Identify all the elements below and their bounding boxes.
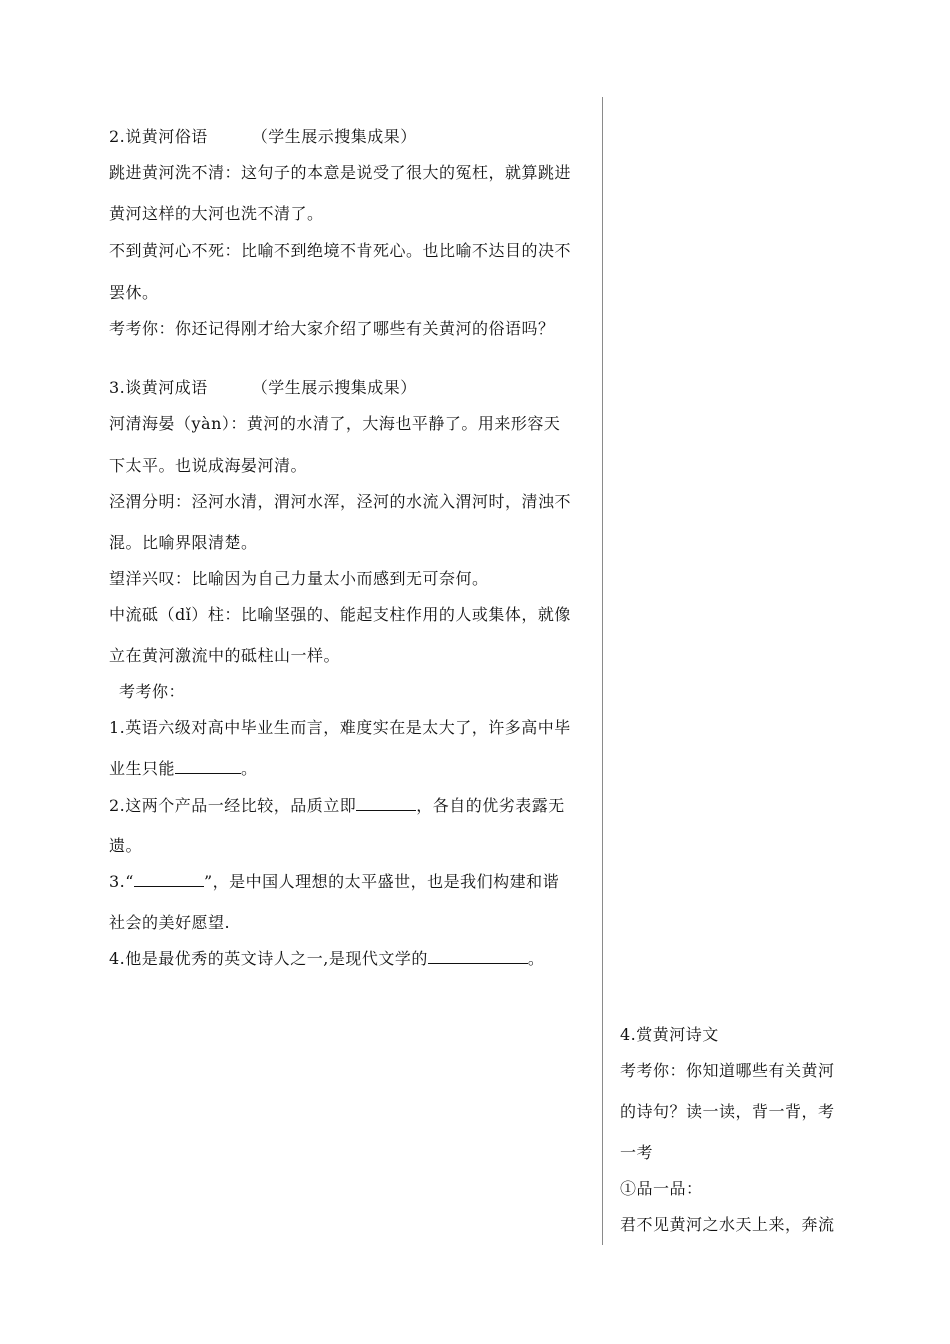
quiz-item-1: 1.英语六级对高中毕业生而言，难度实在是太大了，许多高中毕 bbox=[109, 718, 571, 737]
quiz-item-3: 3.“ ”，是中国人理想的太平盛世，也是我们构建和谐 bbox=[109, 872, 560, 891]
proverb-line: 黄河这样的大河也洗不清了。 bbox=[109, 204, 324, 223]
fill-blank bbox=[134, 871, 204, 887]
quiz-item-4: 4.他是最优秀的英文诗人之一,是现代文学的 。 bbox=[109, 949, 545, 968]
poem-line: 君不见黄河之水天上来，奔流 bbox=[620, 1215, 835, 1234]
poem-quiz-line: 的诗句？读一读，背一背，考 bbox=[620, 1102, 835, 1121]
quiz-item-2-cont: 遗。 bbox=[109, 836, 143, 855]
idiom-line: 河清海晏（yàn）：黄河的水清了，大海也平静了。用来形容天 bbox=[109, 414, 561, 433]
fill-blank bbox=[428, 948, 528, 964]
proverb-line: 跳进黄河洗不清：这句子的本意是说受了很大的冤枉，就算跳进 bbox=[109, 163, 572, 182]
poem-subheading: ①品一品： bbox=[620, 1179, 703, 1198]
section-2-heading bbox=[109, 126, 417, 148]
idiom-quiz-label: 考考你： bbox=[119, 682, 186, 701]
column-divider bbox=[602, 97, 603, 1245]
section-2-note: （学生展示搜集成果） bbox=[251, 127, 417, 146]
fill-blank bbox=[356, 795, 416, 811]
proverb-quiz-question: 考考你：你还记得刚才给大家介绍了哪些有关黄河的俗语吗？ bbox=[109, 319, 555, 338]
quiz-item-2: 2.这两个产品一经比较，品质立即 ，各自的优劣表露无 bbox=[109, 796, 565, 815]
idiom-line: 望洋兴叹：比喻因为自己力量太小而感到无可奈何。 bbox=[109, 569, 489, 588]
proverb-line: 罢休。 bbox=[109, 283, 159, 302]
section-2-title: 2.说黄河俗语 bbox=[109, 127, 208, 146]
proverb-line: 不到黄河心不死：比喻不到绝境不肯死心。也比喻不达目的决不 bbox=[109, 241, 572, 260]
fill-blank bbox=[175, 758, 241, 774]
section-4-title: 4.赏黄河诗文 bbox=[620, 1025, 719, 1044]
quiz-item-3-cont: 社会的美好愿望. bbox=[109, 913, 231, 932]
idiom-line: 下太平。也说成海晏河清。 bbox=[109, 456, 308, 475]
section-3-title: 3.谈黄河成语 bbox=[109, 378, 208, 397]
section-3-note: （学生展示搜集成果） bbox=[251, 378, 417, 397]
idiom-line: 中流砥（dǐ）柱：比喻坚强的、能起支柱作用的人或集体，就像 bbox=[109, 605, 571, 624]
section-3-heading bbox=[109, 377, 417, 399]
idiom-line: 泾渭分明：泾河水清，渭河水浑，泾河的水流入渭河时，清浊不 bbox=[109, 492, 572, 511]
idiom-line: 混。比喻界限清楚。 bbox=[109, 533, 258, 552]
idiom-line: 立在黄河激流中的砥柱山一样。 bbox=[109, 646, 341, 665]
poem-quiz-line: 考考你：你知道哪些有关黄河 bbox=[620, 1061, 835, 1080]
quiz-item-1-cont: 业生只能 。 bbox=[109, 759, 258, 778]
poem-quiz-line: 一考 bbox=[620, 1143, 654, 1162]
